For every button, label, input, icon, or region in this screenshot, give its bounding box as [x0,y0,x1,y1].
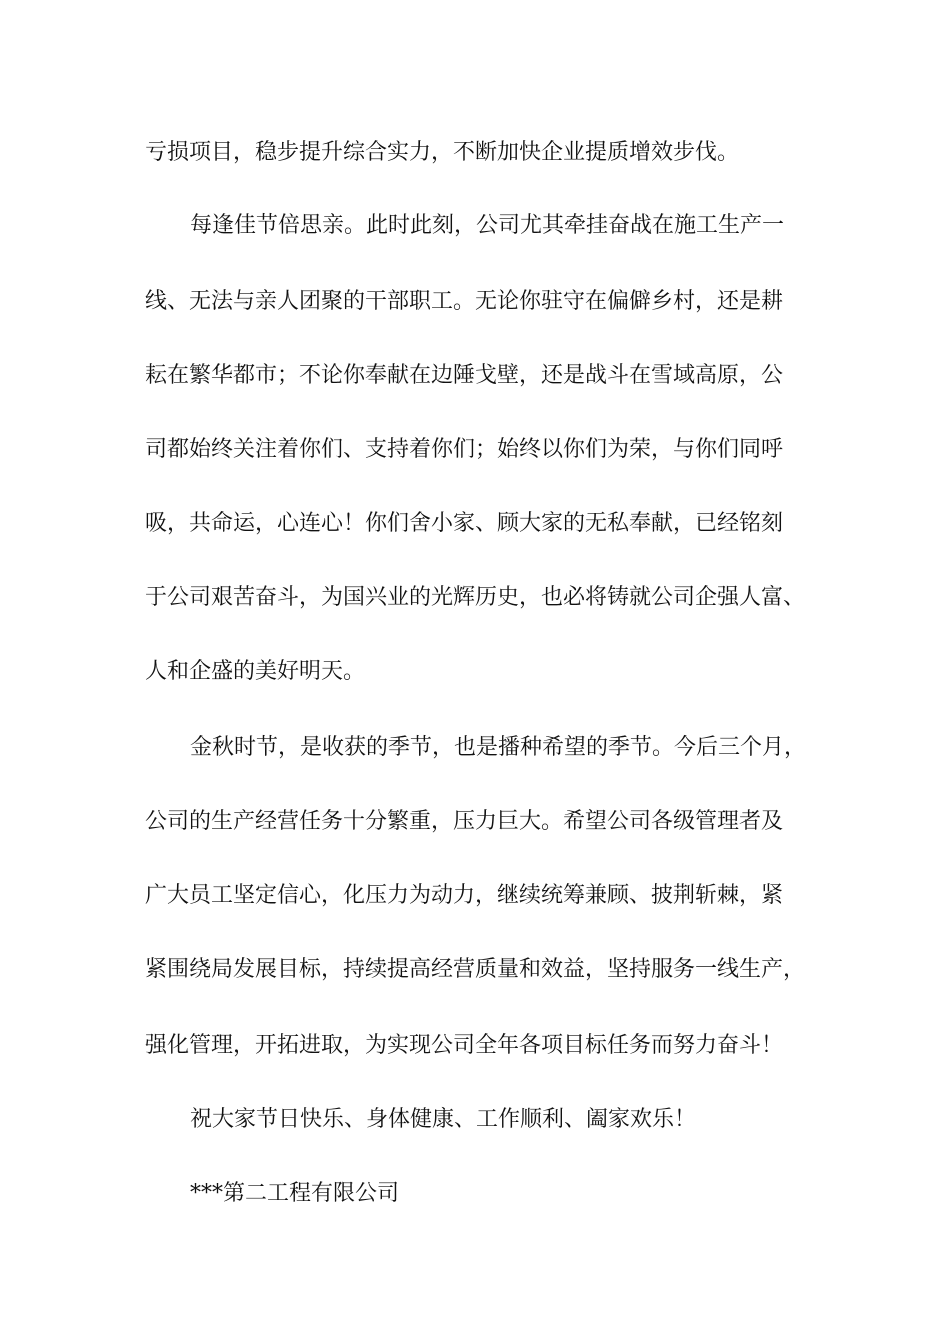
text-line: 司都始终关注着你们、支持着你们；始终以你们为荣，与你们同呼 [145,437,784,462]
greeting-line: 祝大家节日快乐、身体健康、工作顺利、阖家欢乐！ [190,1107,697,1132]
text-line: 公司的生产经营任务十分繁重，压力巨大。希望公司各级管理者及 [145,809,784,834]
text-line: 线、无法与亲人团聚的干部职工。无论你驻守在偏僻乡村，还是耕 [145,289,784,314]
paragraph-start-line: 金秋时节，是收获的季节，也是播种希望的季节。今后三个月， [190,735,807,760]
paragraph-start-line: 每逢佳节倍思亲。此时此刻，公司尤其牵挂奋战在施工生产一 [190,213,785,238]
text-line: 于公司艰苦奋斗，为国兴业的光辉历史，也必将铸就公司企强人富、 [145,585,806,610]
text-line: 吸，共命运，心连心！你们舍小家、顾大家的无私奉献，已经铭刻 [145,511,784,536]
signature-company: ***第二工程有限公司 [190,1181,400,1206]
text-line: 紧围绕局发展目标，持续提高经营质量和效益，坚持服务一线生产， [145,957,806,982]
text-line: 人和企盛的美好明天。 [145,659,366,684]
text-line: 广大员工坚定信心，化压力为动力，继续统筹兼顾、披荆斩棘，紧 [145,883,784,908]
text-line: 强化管理，开拓进取，为实现公司全年各项目标任务而努力奋斗！ [145,1033,784,1058]
text-line: 亏损项目，稳步提升综合实力，不断加快企业提质增效步伐。 [145,140,740,165]
text-line: 耘在繁华都市；不论你奉献在边陲戈壁，还是战斗在雪域高原，公 [145,363,784,388]
